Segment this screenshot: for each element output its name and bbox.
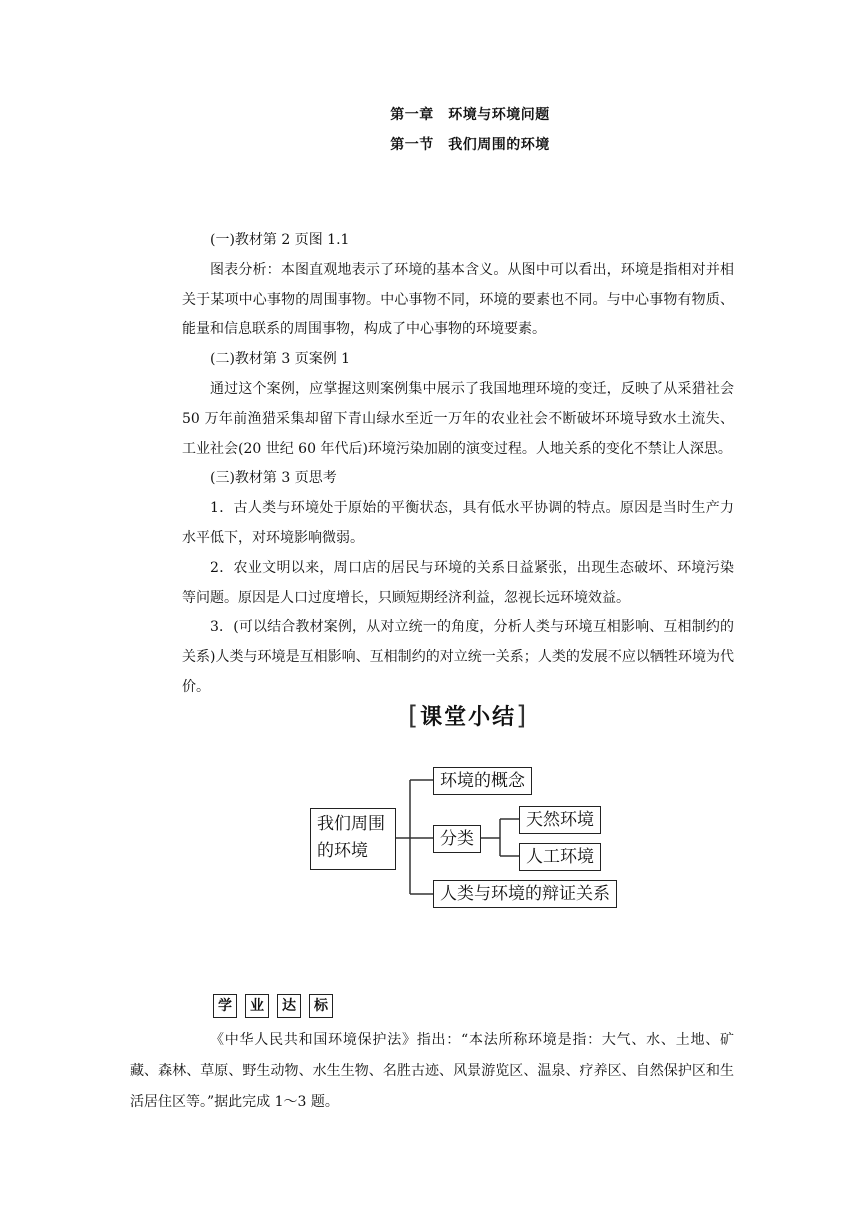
thinking-answer-2: 2．农业文明以来，周口店的居民与环境的关系日益紧张，出现生态破坏、环境污染等问题。原因是人口过度增长，只顾短期经济利益，忽视长远环境效益。 [182,559,734,606]
chapter-title: 第一章 环境与环境问题 [390,107,550,123]
map-node-natural: 天然环境 [519,806,601,834]
standards-body [130,1025,734,1118]
thinking-answer-1: 1．古人类与环境处于原始的平衡状态，具有低水平协调的特点。原因是当时生产力水平低下，对环境影响微弱。 [182,500,734,546]
standards-heading [213,994,333,1018]
standards-char: 标 [309,994,333,1018]
standards-paragraph: 《中华人民共和国环境保护法》指出：“本法所称环境是指：大气、水、土地、矿藏、森林、草原、野生动物、水生生物、名胜古迹、风景游览区、温泉、疗养区、自然保护区和生活居住区等。”据此完成 1～3 题。 [130,1032,734,1110]
analysis-heading-3: (三)教材第 3 页思考 [210,470,337,487]
standards-char: 达 [277,994,301,1018]
analysis-heading-1: (一)教材第 2 页图 1.1 [210,232,350,248]
map-root-node: 我们周围的环境 [310,808,396,870]
map-node-relation: 人类与环境的辩证关系 [433,880,617,908]
standards-char: 业 [245,994,269,1018]
map-node-artificial: 人工环境 [519,843,601,871]
standards-char: 学 [213,994,237,1018]
analysis-paragraph-2: 通过这个案例，应掌握这则案例集中展示了我国地理环境的变迁，反映了从采猎社会 50 万年前渔猎采集却留下青山绿水至近一万年的农业社会不断破坏环境导致水土流失、工业社会(20 世纪 60 年代后)环境污染加剧的演变过程。人地关系的变化不禁让人深思。 [182,380,734,457]
analysis-paragraph-1: 图表分析：本图直观地表示了环境的基本含义。从图中可以看出，环境是指相对并相关于某项中心事物的周围事物。中心事物不同，环境的要素也不同。与中心事物有物质、能量和信息联系的周围事物，构成了中心事物的环境要素。 [182,261,734,338]
bracket-left: [ [408,701,421,731]
section-title: 第一节 我们周围的环境 [390,137,550,153]
thinking-answer-3: 3．(可以结合教材案例，从对立统一的角度，分析人类与环境互相影响、互相制约的关系)人类与环境是互相影响、互相制约的对立统一关系；人类的发展不应以牺牲环境为代价。 [182,619,734,695]
map-node-concept: 环境的概念 [433,767,532,795]
bracket-right: ] [516,701,529,731]
summary-title: 课堂小结 [420,705,517,730]
map-node-classification: 分类 [433,825,481,853]
analysis-heading-2: (二)教材第 3 页案例 1 [210,351,351,368]
